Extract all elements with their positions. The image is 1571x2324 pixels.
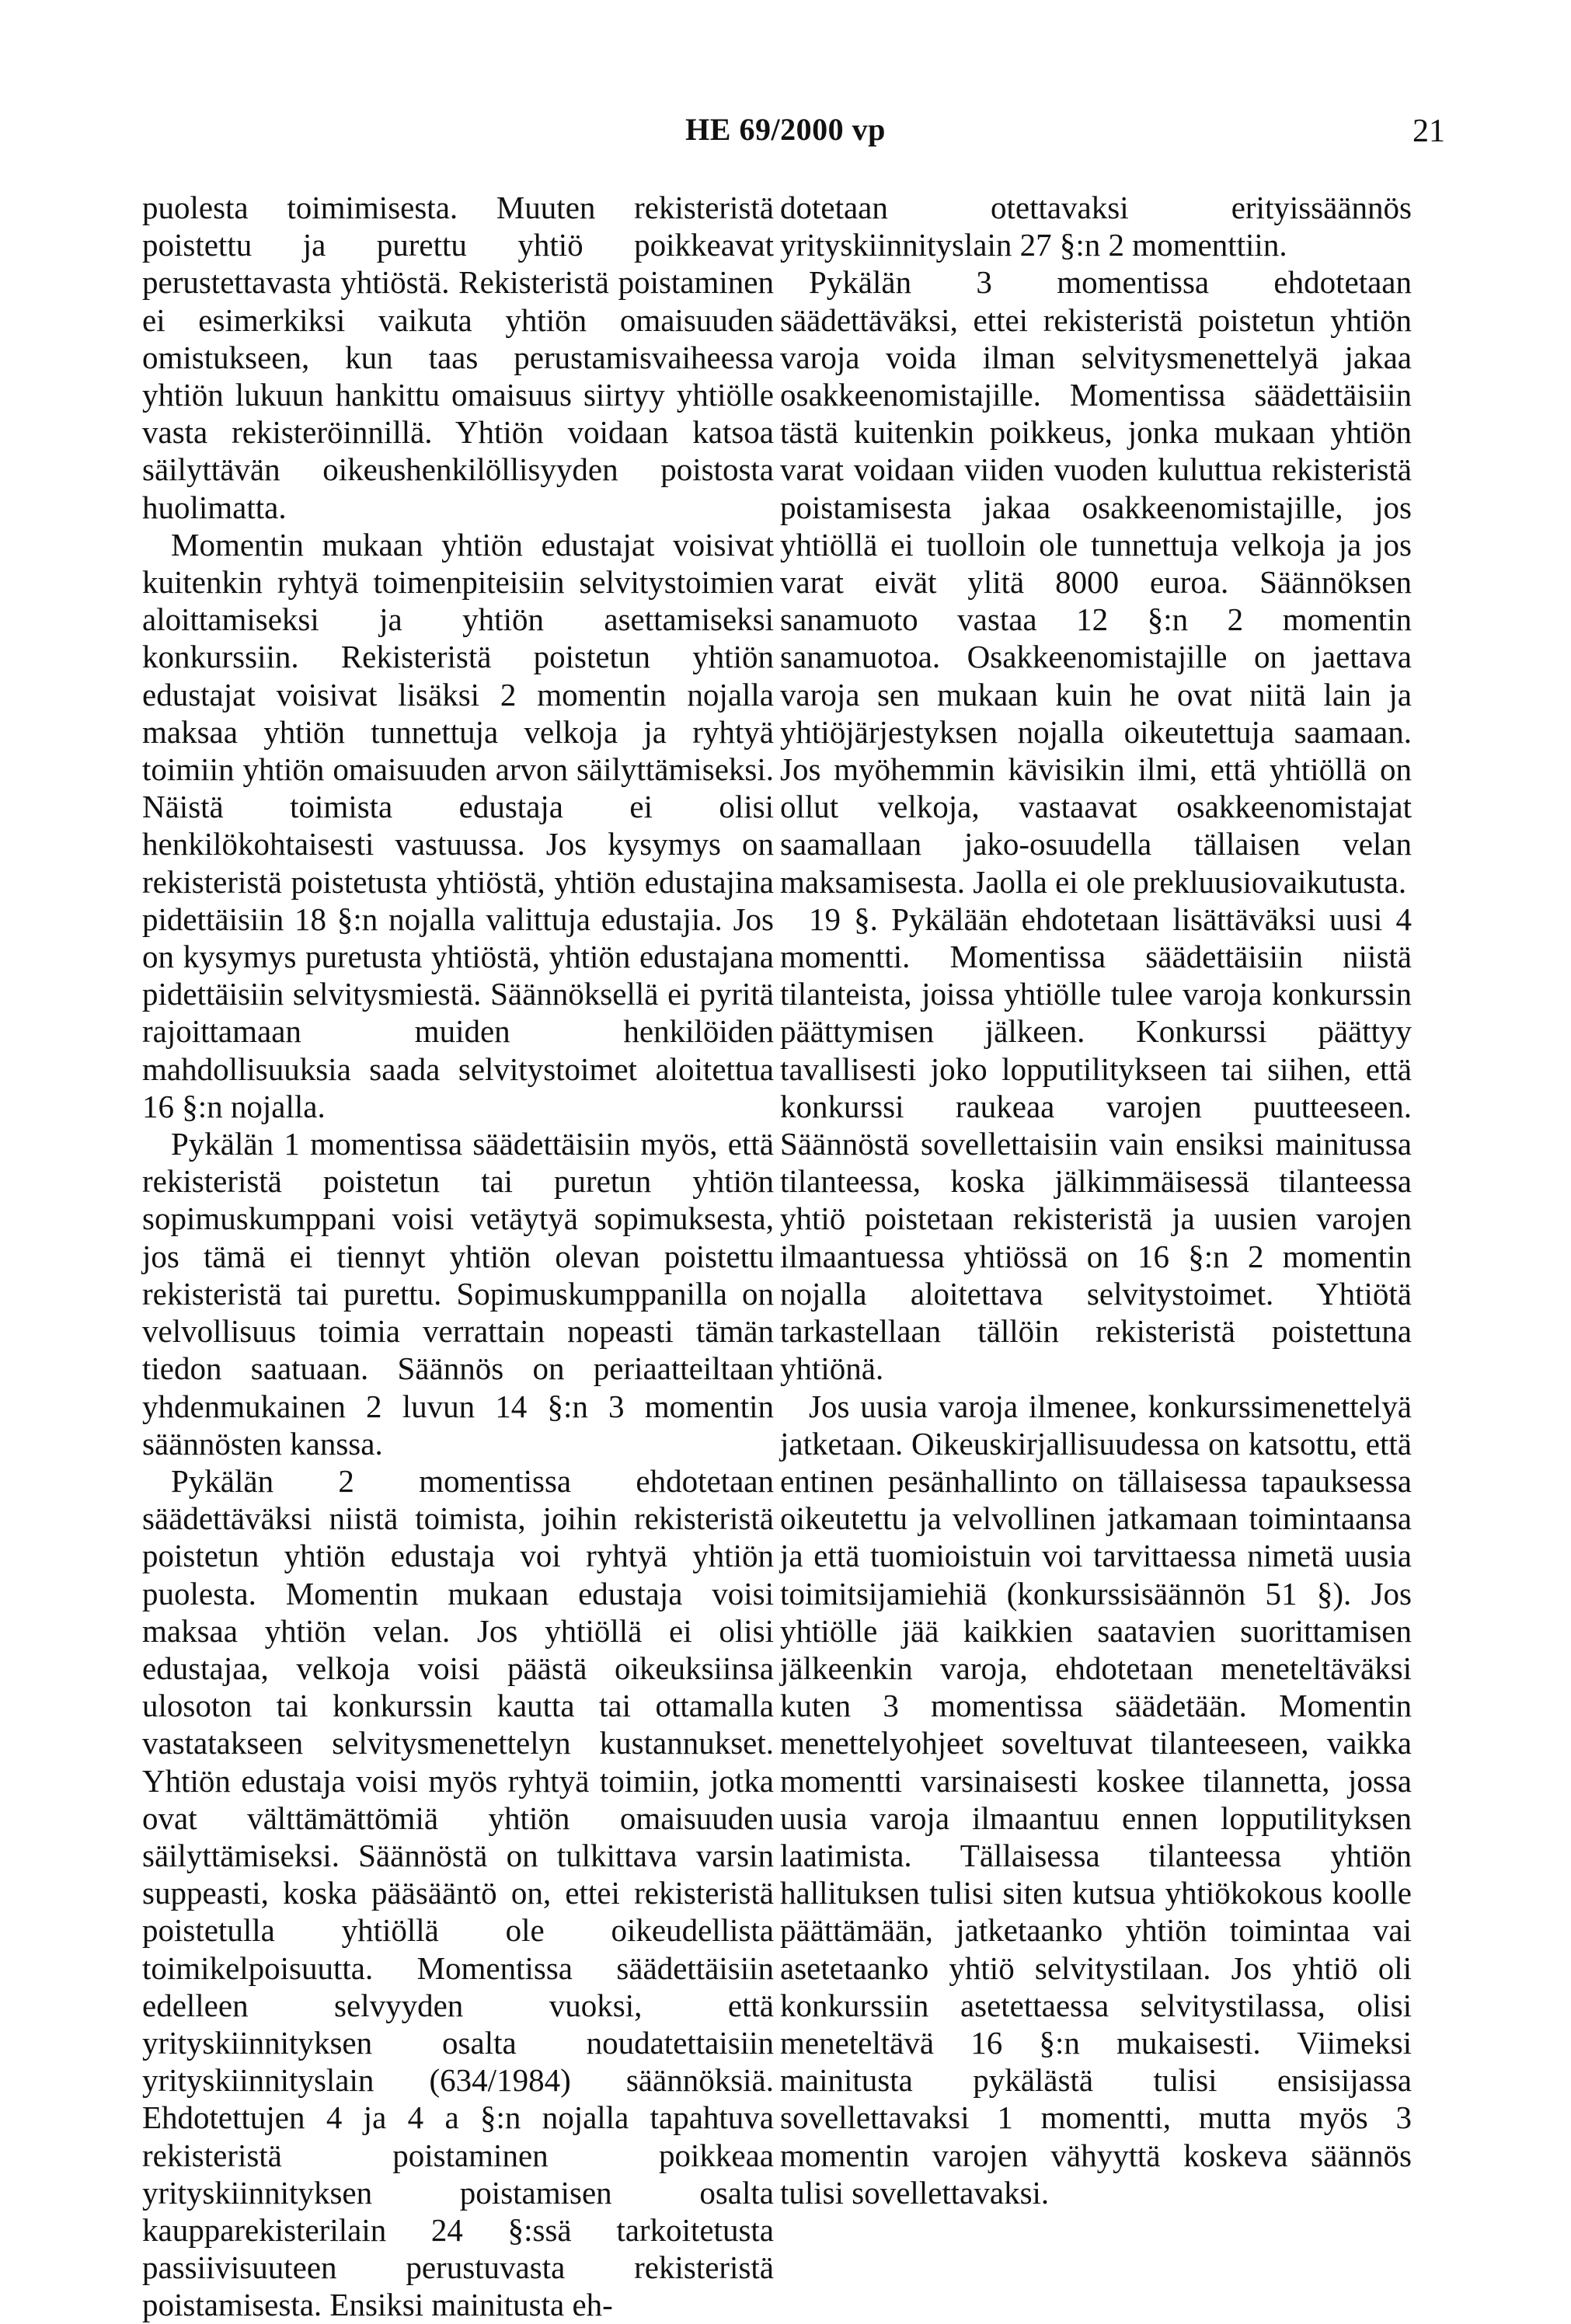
right-text-column <box>780 189 1412 2211</box>
paragraph: puolesta toimimisesta. Muuten rekisteristä poistettu ja purettu yhtiö poikkeavat perustettavasta yhtiöstä. Rekisteristä poistaminen ei esimerkiksi vaikuta yhtiön omaisuuden omistukseen, kun taas perustamisvaiheessa yhtiön lukuun hankittu omaisuus siirtyy yhtiölle vasta rekisteröinnillä. Yhtiön voidaan katsoa säilyttävän oikeushenkilöllisyyden poistosta huolimatta. <box>142 190 774 525</box>
paragraph: Pykälän 1 momentissa säädettäisiin myös, että rekisteristä poistetun tai puretun yhtiön sopimuskumppani voisi vetäytyä sopimuksesta, jos tämä ei tiennyt yhtiön olevan poistettu rekisteristä tai purettu. Sopimuskumppanilla on velvollisuus toimia verrattain nopeasti tämän tiedon saatuaan. Säännös on periaatteiltaan yhdenmukainen 2 luvun 14 §:n 3 momentin säännösten kanssa. <box>142 1126 774 1462</box>
paragraph: dotetaan otettavaksi erityissäännös yrityskiinnityslain 27 §:n 2 momenttiin. <box>780 190 1412 263</box>
paragraph: Pykälän 3 momentissa ehdotetaan säädettäväksi, ettei rekisteristä poistetun yhtiön varoja voida ilman selvitysmenettelyä jakaa osakkeenomistajille. Momentissa säädettäisiin tästä kuitenkin poikkeus, jonka mukaan yhtiön varat voidaan viiden vuoden kuluttua rekisteristä poistamisesta jakaa osakkeenomistajille, jos yhtiöllä ei tuolloin ole tunnettuja velkoja ja jos varat eivät ylitä 8000 euroa. Säännöksen sanamuoto vastaa 12 §:n 2 momentin sanamuotoa. Osakkeenomistajille on jaettava varoja sen mukaan kuin he ovat niitä lain ja yhtiöjärjestyksen nojalla oikeutettuja saamaan. Jos myöhemmin kävisikin ilmi, että yhtiöllä on ollut velkoja, vastaavat osakkeenomistajat saamallaan jako-osuudella tällaisen velan maksamisesta. Jaolla ei ole prekluusiovaikutusta. <box>780 264 1412 900</box>
paragraph: Momentin mukaan yhtiön edustajat voisivat kuitenkin ryhtyä toimenpiteisiin selvitystoimien aloittamiseksi ja yhtiön asettamiseksi konkurssiin. Rekisteristä poistetun yhtiön edustajat voisivat lisäksi 2 momentin nojalla maksaa yhtiön tunnettuja velkoja ja ryhtyä toimiin yhtiön omaisuuden arvon säilyttämiseksi. Näistä toimista edustaja ei olisi henkilökohtaisesti vastuussa. Jos kysymys on rekisteristä poistetusta yhtiöstä, yhtiön edustajina pidettäisiin 18 §:n nojalla valittuja edustajia. Jos on kysymys puretusta yhtiöstä, yhtiön edustajana pidettäisiin selvitysmiestä. Säännöksellä ei pyritä rajoittamaan muiden henkilöiden mahdollisuuksia saada selvitystoimet aloitettua 16 §:n nojalla. <box>142 526 774 1124</box>
page-header-title: HE 69/2000 vp <box>685 112 886 147</box>
page-number: 21 <box>1413 113 1445 149</box>
left-text-column <box>142 189 774 2324</box>
paragraph: 19 §. Pykälään ehdotetaan lisättäväksi uusi 4 momentti. Momentissa säädettäisiin niistä tilanteista, joissa yhtiölle tulee varoja konkurssin päättymisen jälkeen. Konkurssi päättyy tavallisesti joko lopputilitykseen tai siihen, että konkurssi raukeaa varojen puutteeseen. Säännöstä sovellettaisiin vain ensiksi mainitussa tilanteessa, koska jälkimmäisessä tilanteessa yhtiö poistetaan rekisteristä ja uusien varojen ilmaantuessa yhtiössä on 16 §:n 2 momentin nojalla aloitettava selvitystoimet. Yhtiötä tarkastellaan tällöin rekisteristä poistettuna yhtiönä. <box>780 901 1412 1387</box>
paragraph: Pykälän 2 momentissa ehdotetaan säädettäväksi niistä toimista, joihin rekisteristä poistetun yhtiön edustaja voi ryhtyä yhtiön puolesta. Momentin mukaan edustaja voisi maksaa yhtiön velan. Jos yhtiöllä ei olisi edustajaa, velkoja voisi päästä oikeuksiinsa ulosoton tai konkurssin kautta tai ottamalla vastatakseen selvitysmenettelyn kustannukset. Yhtiön edustaja voisi myös ryhtyä toimiin, jotka ovat välttämättömiä yhtiön omaisuuden säilyttämiseksi. Säännöstä on tulkittava varsin suppeasti, koska pääsääntö on, ettei rekisteristä poistetulla yhtiöllä ole oikeudellista toimikelpoisuutta. Momentissa säädettäisiin edelleen selvyyden vuoksi, että yrityskiinnityksen osalta noudatettaisiin yrityskiinnityslain (634/1984) säännöksiä. Ehdotettujen 4 ja 4 a §:n nojalla tapahtuva rekisteristä poistaminen poikkeaa yrityskiinnityksen poistamisen osalta kaupparekisterilain 24 §:ssä tarkoitetusta passiivisuuteen perustuvasta rekisteristä poistamisesta. Ensiksi mainitusta eh- <box>142 1462 774 2323</box>
paragraph: Jos uusia varoja ilmenee, konkurssimenettelyä jatketaan. Oikeuskirjallisuudessa on katsottu, että entinen pesänhallinto on tällaisessa tapauksessa oikeutettu ja velvollinen jatkamaan toimintaansa ja että tuomioistuin voi tarvittaessa nimetä uusia toimitsijamiehiä (konkurssisäännön 51 §). Jos yhtiölle jää kaikkien saatavien suorittamisen jälkeenkin varoja, ehdotetaan meneteltäväksi kuten 3 momentissa säädetään. Momentin menettelyohjeet soveltuvat tilanteeseen, vaikka momentti varsinaisesti koskee tilannetta, jossa uusia varoja ilmaantuu ennen lopputilityksen laatimista. Tällaisessa tilanteessa yhtiön hallituksen tulisi siten kutsua yhtiökokous koolle päättämään, jatketaanko yhtiön toimintaa vai asetetaanko yhtiö selvitystilaan. Jos yhtiö oli konkurssiin asetettaessa selvitystilassa, olisi meneteltävä 16 §:n mukaisesti. Viimeksi mainitusta pykälästä tulisi ensisijassa sovellettavaksi 1 momentti, mutta myös 3 momentin varojen vähyyttä koskeva säännös tulisi sovellettavaksi. <box>780 1388 1412 2211</box>
